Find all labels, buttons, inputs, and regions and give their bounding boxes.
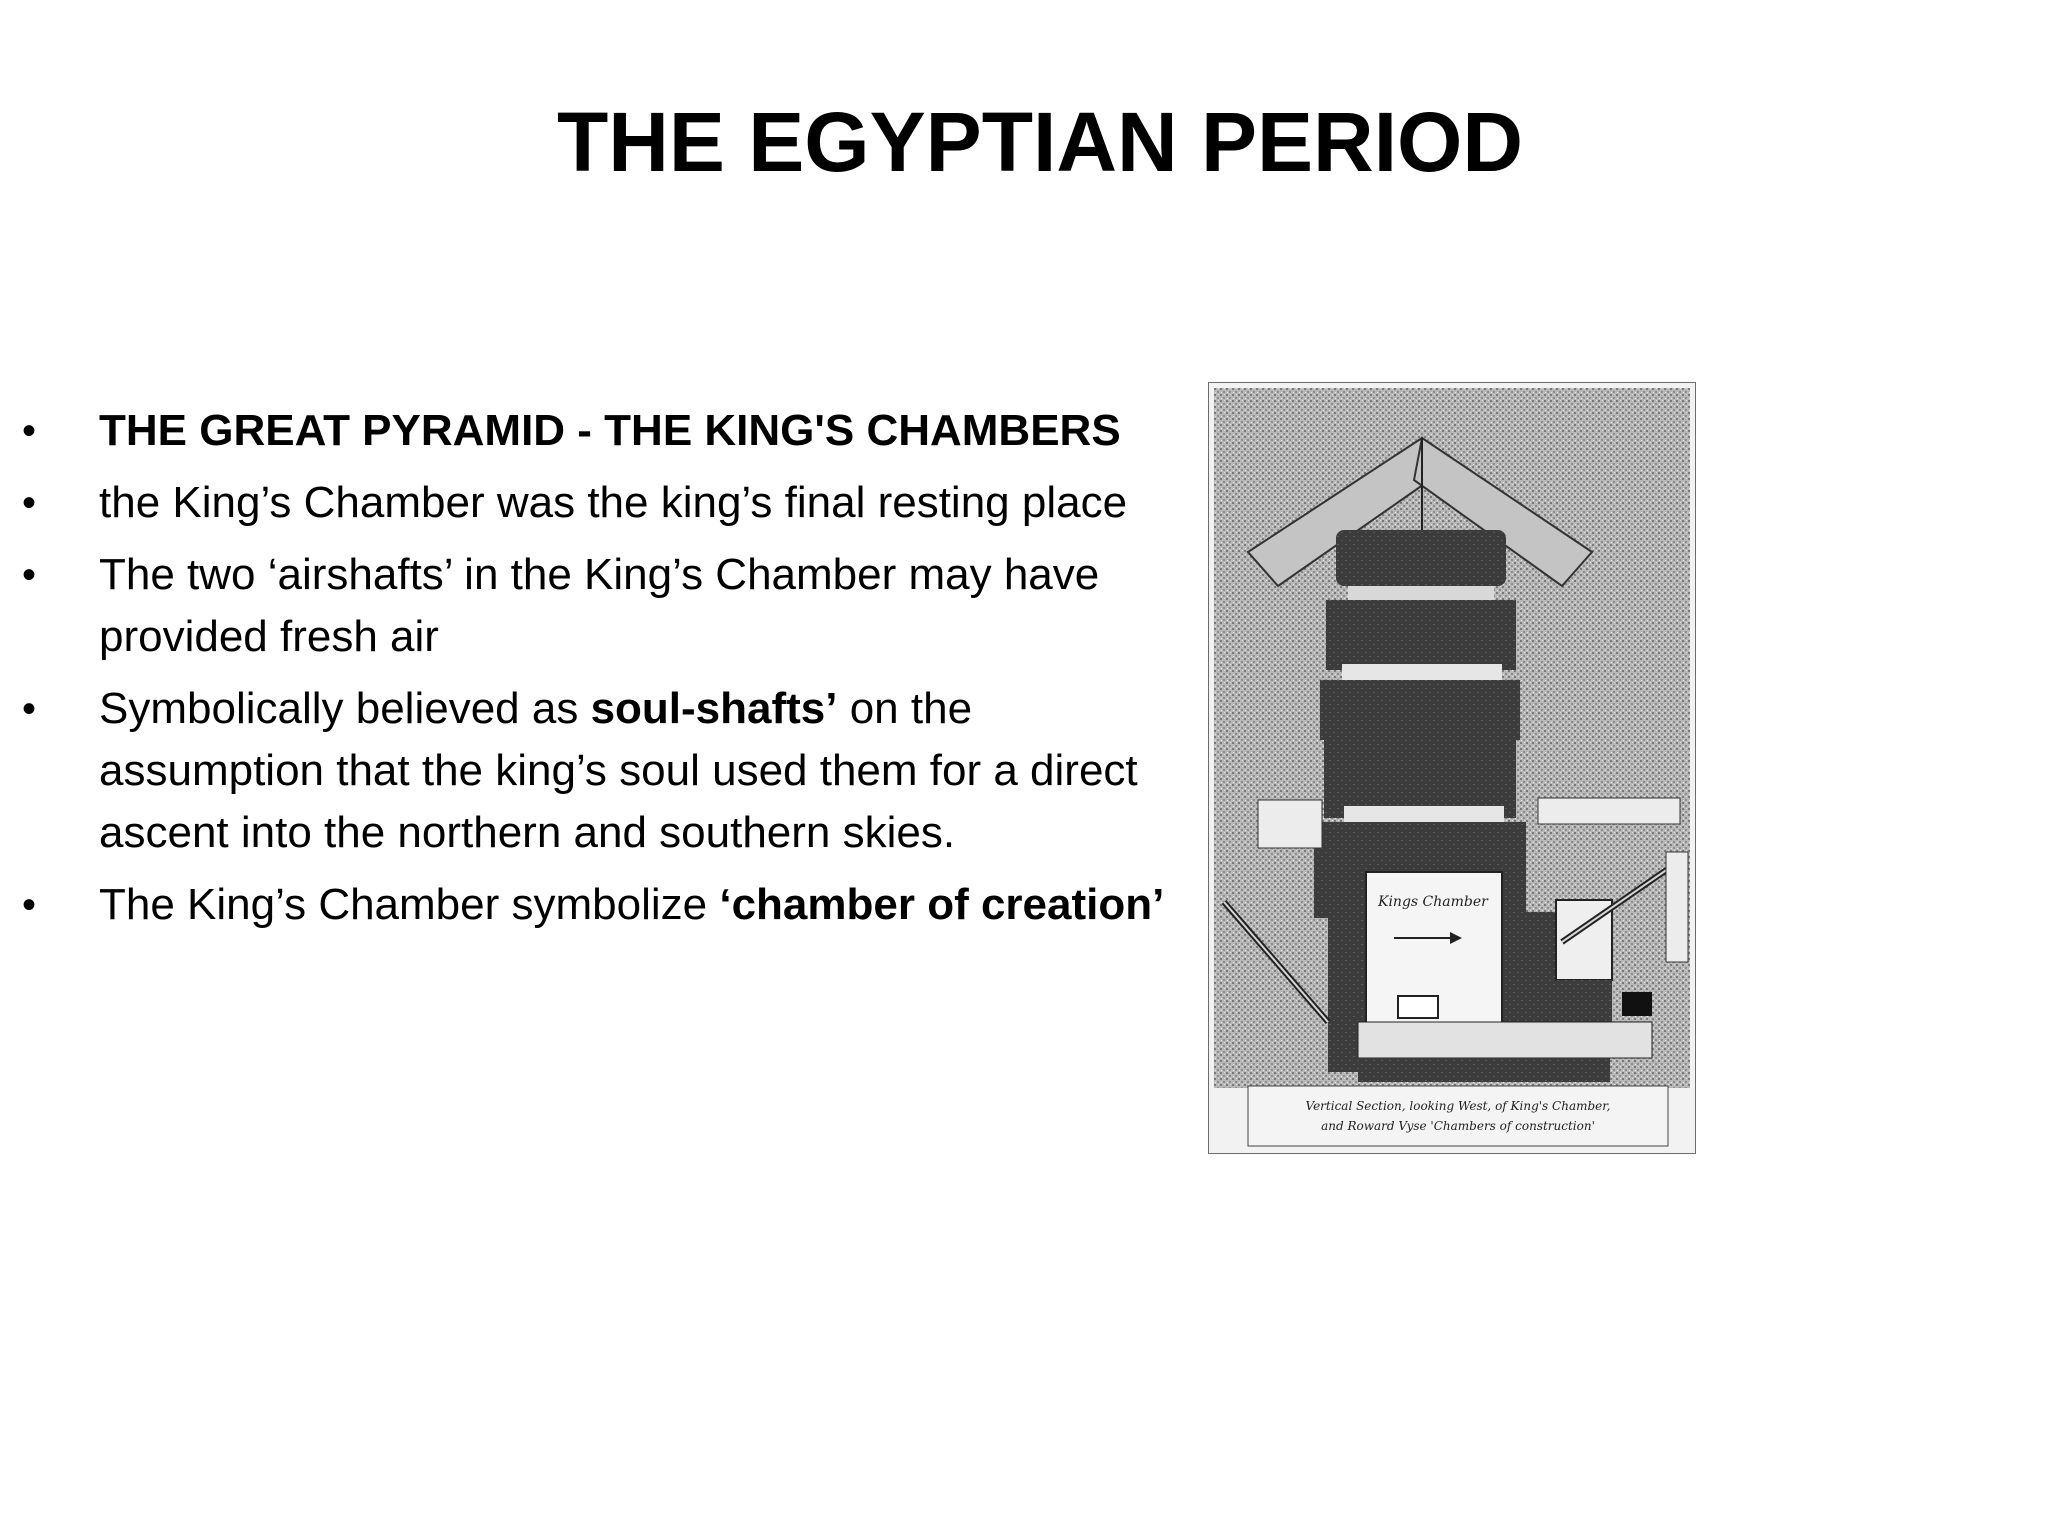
bullet-item: [0, 874, 1190, 936]
floor-base: [1358, 1058, 1610, 1082]
bullet-item: [0, 400, 1190, 462]
bullet-text-post: on the assumption that the king’s soul used them for a direct ascent into the northern and southern skies.: [99, 684, 1138, 857]
bullet-marker: •: [22, 481, 37, 525]
bullet-text-bold: soul-shafts’: [590, 684, 838, 733]
grand-gallery-opening: [1622, 992, 1652, 1016]
sarcophagus: [1398, 996, 1438, 1018]
slide-title: THE EGYPTIAN PERIOD: [556, 95, 1524, 189]
relieving-chamber-top: [1336, 530, 1506, 586]
bullet-marker: •: [22, 883, 37, 927]
relieving-chamber-2: [1326, 600, 1516, 670]
chamber-floor: [1358, 1022, 1652, 1058]
kings-chamber-section-diagram: [1208, 382, 1696, 1154]
relieving-gap-3: [1344, 806, 1504, 822]
bullet-text-bold: THE GREAT PYRAMID - THE KING'S CHAMBERS: [99, 406, 1121, 455]
bullet-item: [0, 472, 1190, 534]
relieving-chamber-3: [1320, 680, 1520, 740]
bullet-marker: •: [22, 409, 37, 453]
bullet-text: the King’s Chamber was the king’s final resting place: [99, 478, 1128, 527]
bullet-list: [0, 400, 1190, 946]
bullet-text-bold: ‘chamber of creation’: [719, 880, 1165, 929]
left-annotation-box: [1258, 800, 1322, 848]
bullet-marker: •: [22, 553, 37, 597]
bullet-marker: •: [22, 687, 37, 731]
relieving-gap-1: [1348, 586, 1494, 600]
caption-line-1: Vertical Section, looking West, of King's Chamber,: [1305, 1099, 1611, 1113]
bullet-text-pre: The King’s Chamber symbolize: [99, 880, 720, 929]
kings-chamber-label: Kings Chamber: [1378, 894, 1488, 910]
caption-line-2: and Roward Vyse 'Chambers of construction': [1321, 1119, 1595, 1133]
far-right-annotation-box: [1666, 852, 1688, 962]
relieving-gap-2: [1342, 664, 1502, 680]
caption-box: [1248, 1086, 1668, 1146]
bullet-text-pre: Symbolically believed as: [99, 684, 591, 733]
right-annotation-box: [1538, 798, 1680, 824]
bullet-item: [0, 678, 1190, 864]
bullet-item: [0, 544, 1190, 668]
bullet-text: The two ‘airshafts’ in the King’s Chamber may have provided fresh air: [99, 550, 1100, 661]
